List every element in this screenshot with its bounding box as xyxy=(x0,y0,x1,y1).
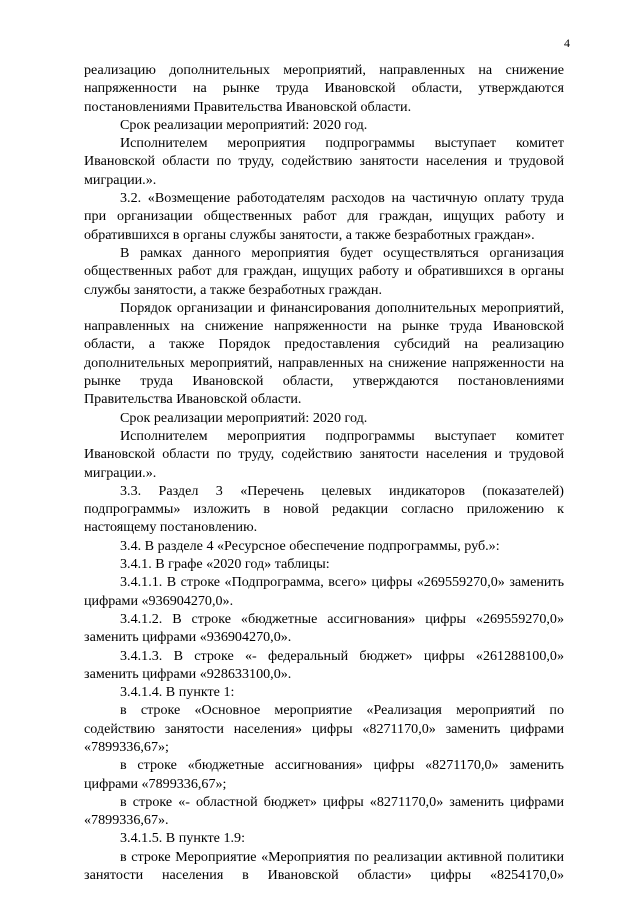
paragraph: 3.4.1.2. В строке «бюджетные ассигнования» цифры «269559270,0» заменить цифрами «936904270,0». xyxy=(84,610,564,646)
paragraph: Срок реализации мероприятий: 2020 год. xyxy=(120,116,368,133)
page-number: 4 xyxy=(564,36,570,50)
paragraph: 3.2. «Возмещение работодателям расходов на частичную оплату труда при организации общественных работ для граждан, ищущих работу и обратившихся в органы службы занятости, а также безработных граждан». xyxy=(84,190,564,243)
document-body xyxy=(84,61,564,884)
paragraph: 3.4.1.3. В строке «- федеральный бюджет» цифры «261288100,0» заменить цифрами «928633100,0». xyxy=(84,647,564,682)
paragraph: Исполнителем мероприятия подпрограммы выступает комитет Ивановской области по труду, содействию занятости населения и трудовой миграции.». xyxy=(84,135,564,188)
paragraph: 3.4.1.1. В строке «Подпрограмма, всего» цифры «269559270,0» заменить цифрами «936904270,0». xyxy=(84,574,564,609)
paragraph: 3.4. В разделе 4 «Ресурсное обеспечение подпрограммы, руб.»: xyxy=(120,537,500,554)
paragraph: в строке Мероприятие «Мероприятия по реализации активной политики занятости населения в Ивановской области» цифры «8254170,0» xyxy=(84,848,564,884)
paragraph: реализацию дополнительных мероприятий, направленных на снижение напряженности на рынке труда Ивановской области, утверждаются постановлениями Правительства Ивановской области. xyxy=(84,62,564,115)
paragraph: 3.3. Раздел 3 «Перечень целевых индикаторов (показателей) подпрограммы» изложить в новой редакции согласно приложению к настоящему постановлению. xyxy=(84,482,564,536)
paragraph: в строке «- областной бюджет» цифры «8271170,0» заменить цифрами «7899336,67». xyxy=(84,793,564,829)
paragraph: В рамках данного мероприятия будет осуществляться организация общественных работ для граждан, ищущих работу и обратившихся в органы службы занятости, а также безработных граждан. xyxy=(84,244,564,298)
paragraph: в строке «Основное мероприятие «Реализация мероприятий по содействию занятости населения» цифры «8271170,0» заменить цифрами «7899336,67»; xyxy=(84,702,564,755)
paragraph: 3.4.1.4. В пункте 1: xyxy=(120,684,235,701)
paragraph: 3.4.1. В графе «2020 год» таблицы: xyxy=(120,556,330,573)
paragraph: Срок реализации мероприятий: 2020 год. xyxy=(120,409,368,426)
paragraph: 3.4.1.5. В пункте 1.9: xyxy=(120,830,245,847)
paragraph: Исполнителем мероприятия подпрограммы выступает комитет Ивановской области по труду, содействию занятости населения и трудовой миграции.». xyxy=(84,427,564,481)
paragraph: Порядок организации и финансирования дополнительных мероприятий, направленных на снижение напряженности на рынке труда Ивановской области, а также Порядок предоставления субсидий на реализацию дополнительных мероприятий, направленных на снижение напряженности на рынке труда Ивановской области, утверждаются постановлениями Правительства Ивановской области. xyxy=(84,299,564,408)
paragraph: в строке «бюджетные ассигнования» цифры «8271170,0» заменить цифрами «7899336,67»; xyxy=(84,757,564,792)
